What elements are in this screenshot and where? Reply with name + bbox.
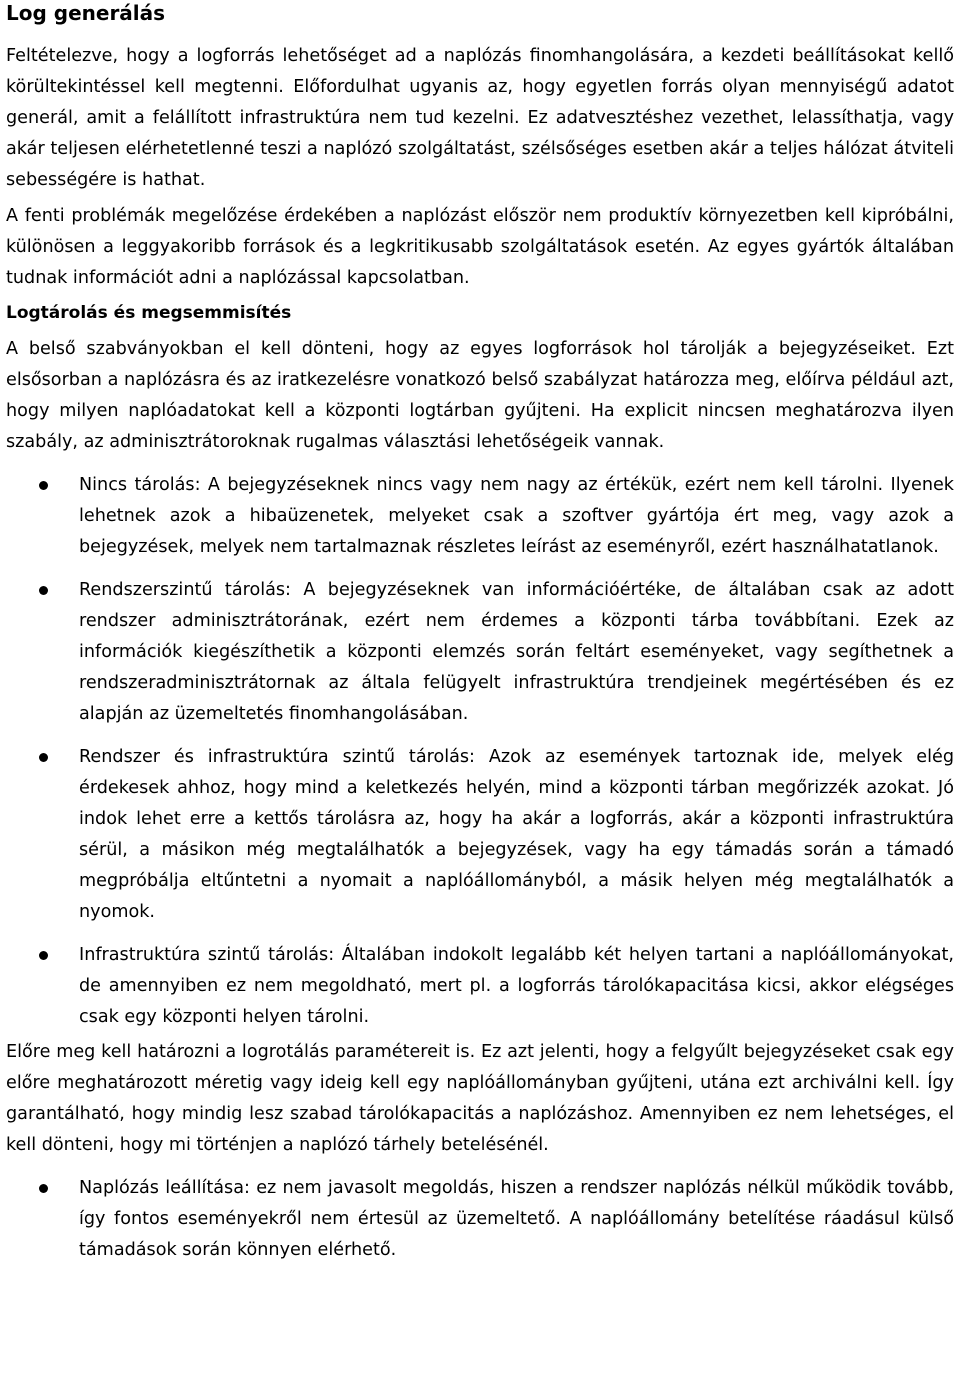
section-heading-log-generation: Log generálás [6, 1, 166, 25]
bullet-icon [39, 951, 48, 960]
list-item-text: Rendszerszintű tárolás: A bejegyzéseknek van információértéke, de általában csak az adott rendszer adminisztrátorának, ezért nem érdemes a központi tárba továbbítani. Ezek az információk kiegészíthetik a központi elemzés során feltárt eseményeket, vagy segíthetnek a rendszeradminisztrátornak az általa felügyelt infrastruktúra trendjeinek megértésében és ez alapján az üzemeltetés finomhangolásában. [79, 580, 954, 724]
list-item [6, 742, 954, 928]
paragraph-log-generation-1: Feltételezve, hogy a logforrás lehetőséget ad a naplózás finomhangolására, a kezdeti beállításokat kellő körültekintéssel kell megtenni. Előfordulhat ugyanis az, hogy egyetlen forrás olyan mennyiségű adatot generál, amit a felállított infrastruktúra nem tud kezelni. Ez adatvesztéshez vezethet, lelassíthatja, vagy akár teljesen elérhetetlenné teszi a naplózó szolgáltatást, szélsőséges esetben akár a teljes hálózat átviteli sebességére is hathat. [6, 46, 954, 190]
bullet-icon [39, 1184, 48, 1193]
paragraph-log-storage-1: A belső szabványokban el kell dönteni, hogy az egyes logforrások hol tárolják a bejegyzéseiket. Ezt elsősorban a naplózásra és az iratkezelésre vonatkozó belső szabályzat határozza meg, előírva például azt, hogy milyen naplóadatokat kell a központi logtárban gyűjteni. Ha explicit nincsen meghatározva ilyen szabály, az adminisztrátoroknak rugalmas választási lehetőségeik vannak. [6, 339, 954, 452]
bullet-icon [39, 481, 48, 490]
list-item [6, 1173, 954, 1266]
storage-options-list [6, 470, 954, 1033]
list-item [6, 575, 954, 730]
paragraph-log-rotation: Előre meg kell határozni a logrotálás paramétereit is. Ez azt jelenti, hogy a felgyűlt bejegyzéseket csak egy előre meghatározott méretig vagy ideig kell egy naplóállományban gyűjteni, utána ezt archiválni kell. Így garantálható, hogy mindig lesz szabad tárolókapacitás a naplózáshoz. Amennyiben ez nem lehetséges, el kell dönteni, hogy mi történjen a naplózó tárhely betelésénél. [6, 1042, 954, 1155]
bullet-icon [39, 586, 48, 595]
bullet-icon [39, 753, 48, 762]
list-item-text: Infrastruktúra szintű tárolás: Általában indokolt legalább két helyen tartani a naplóállományokat, de amennyiben ez nem megoldható, mert pl. a logforrás tárolókapacitása kicsi, akkor elégséges csak egy központi helyen tárolni. [79, 945, 954, 1027]
section-heading-log-storage: Logtárolás és megsemmisítés [6, 303, 292, 323]
list-item [6, 470, 954, 563]
paragraph-log-generation-2: A fenti problémák megelőzése érdekében a naplózást először nem produktív környezetben kell kipróbálni, különösen a leggyakoribb források és a legkritikusabb szolgáltatások esetén. Az egyes gyártók általában tudnak információt adni a naplózással kapcsolatban. [6, 206, 954, 288]
document-page [6, 0, 954, 1266]
full-storage-options-list [6, 1173, 954, 1266]
list-item-text: Naplózás leállítása: ez nem javasolt megoldás, hiszen a rendszer naplózás nélkül működik tovább, így fontos eseményekről nem értesül az üzemeltető. A naplóállomány betelítése ráadásul külső támadások során könnyen elérhető. [79, 1178, 954, 1260]
list-item-text: Nincs tárolás: A bejegyzéseknek nincs vagy nem nagy az értékük, ezért nem kell tárolni. Ilyenek lehetnek azok a hibaüzenetek, melyeket csak a szoftver gyártója ért meg, vagy azok a bejegyzések, melyek nem tartalmaznak részletes leírást az eseményről, ezért használhatatlanok. [79, 475, 954, 557]
list-item [6, 940, 954, 1033]
list-item-text: Rendszer és infrastruktúra szintű tárolás: Azok az események tartoznak ide, melyek elég érdekesek ahhoz, hogy mind a keletkezés helyén, mind a központi tárban megőrizzék azokat. Jó indok lehet erre a kettős tárolásra az, hogy ha akár a logforrás, akár a központi infrastruktúra sérül, a másikon még megtalálhatók a bejegyzések, vagy ha egy támadás során a támadó megpróbálja eltűntetni a nyomait a naplóállományból, a másik helyen még megtalálhatók a nyomok. [79, 747, 954, 922]
